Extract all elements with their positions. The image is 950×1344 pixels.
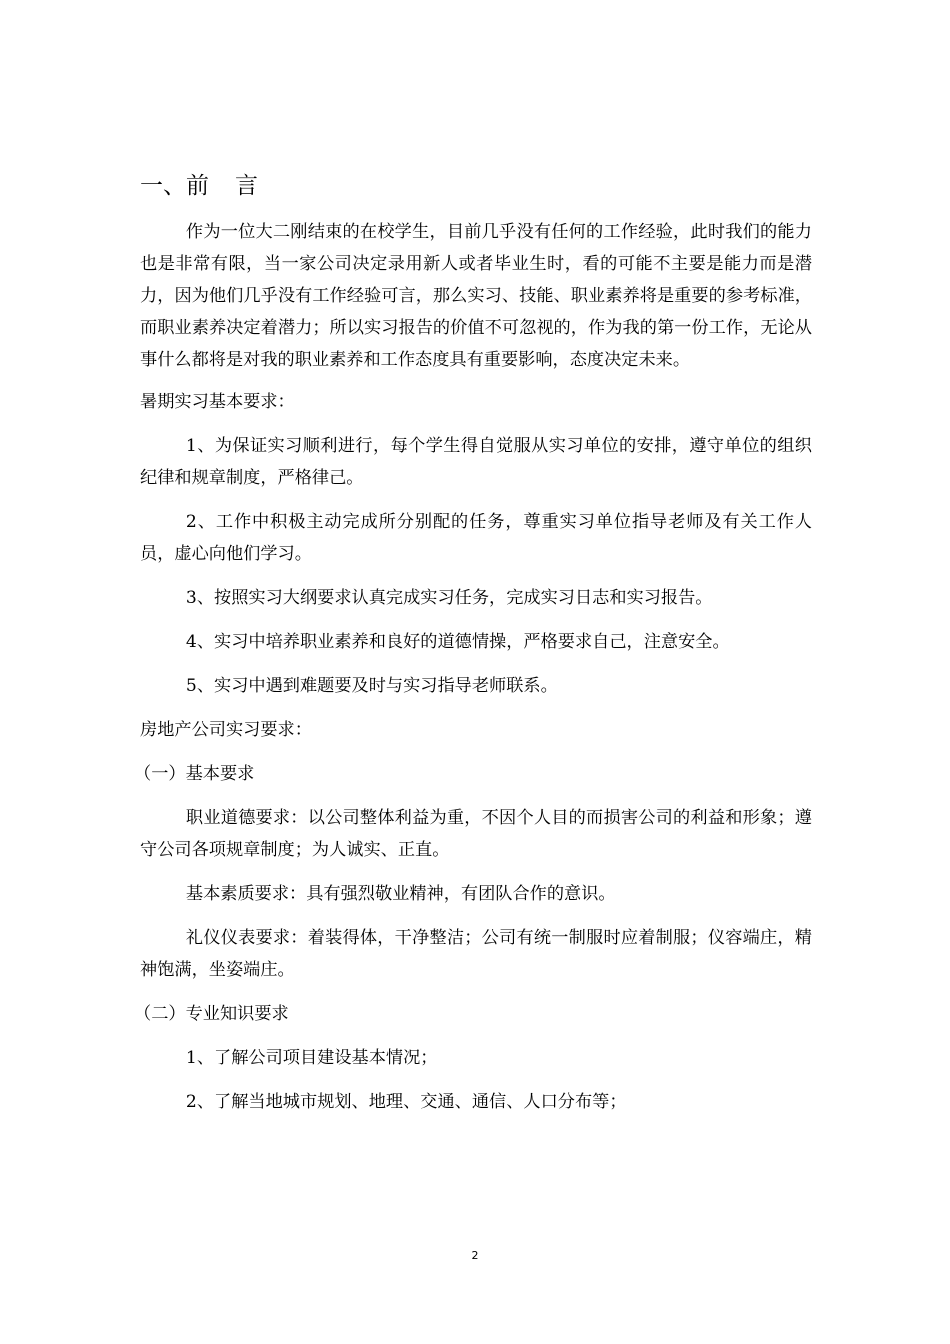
page-number: 2 — [471, 1249, 479, 1262]
intro-paragraph: 作为一位大二刚结束的在校学生，目前几乎没有任何的工作经验，此时我们的能力也是非常有限，当一家公司决定录用新人或者毕业生时，看的可能不主要是能力而是潜力，因为他们几乎没有工作经验可言，那么实习、技能、职业素养将是重要的参考标准，而职业素养决定着潜力；所以实习报告的价值不可忽视的，作为我的第一份工作，无论从事什么都将是对我的职业素养和工作态度具有重要影响，态度决定未来。 — [140, 222, 812, 370]
basic-requirement-item: 职业道德要求：以公司整体利益为重，不因个人目的而损害公司的利益和形象；遵守公司各项规章制度；为人诚实、正直。 — [140, 808, 812, 860]
professional-requirement-item: 2、了解当地城市规划、地理、交通、通信、人口分布等； — [185, 1092, 627, 1112]
basic-requirements-title: （一）基本要求 — [134, 764, 255, 784]
professional-requirements-title: （二）专业知识要求 — [134, 1004, 289, 1024]
summer-requirement-item: 1、为保证实习顺利进行，每个学生得自觉服从实习单位的安排，遵守单位的组织纪律和规章制度，严格律己。 — [140, 436, 812, 488]
realestate-requirements-label: 房地产公司实习要求： — [140, 720, 312, 740]
summer-requirement-item: 5、实习中遇到难题要及时与实习指导老师联系。 — [185, 676, 558, 696]
heading-char-2: 言 — [235, 173, 258, 199]
summer-requirement-item: 3、按照实习大纲要求认真完成实习任务，完成实习日志和实习报告。 — [185, 588, 713, 608]
heading-number: 一、 — [140, 173, 186, 199]
basic-requirement-item: 礼仪仪表要求：着装得体，干净整洁；公司有统一制服时应着制服；仪容端庄，精神饱满，坐姿端庄。 — [140, 928, 812, 980]
summer-requirement-item: 2、工作中积极主动完成所分别配的任务，尊重实习单位指导老师及有关工作人员，虚心向他们学习。 — [140, 512, 812, 564]
summer-requirements-label: 暑期实习基本要求： — [140, 392, 295, 412]
body-text — [134, 216, 812, 1118]
heading-char-1: 前 — [186, 173, 209, 199]
summer-requirement-item: 4、实习中培养职业素养和良好的道德情操，严格要求自己，注意安全。 — [185, 632, 730, 652]
section-heading — [140, 170, 258, 202]
professional-requirement-item: 1、了解公司项目建设基本情况； — [185, 1048, 438, 1068]
basic-requirement-item: 基本素质要求：具有强烈敬业精神，有团队合作的意识。 — [185, 884, 616, 904]
